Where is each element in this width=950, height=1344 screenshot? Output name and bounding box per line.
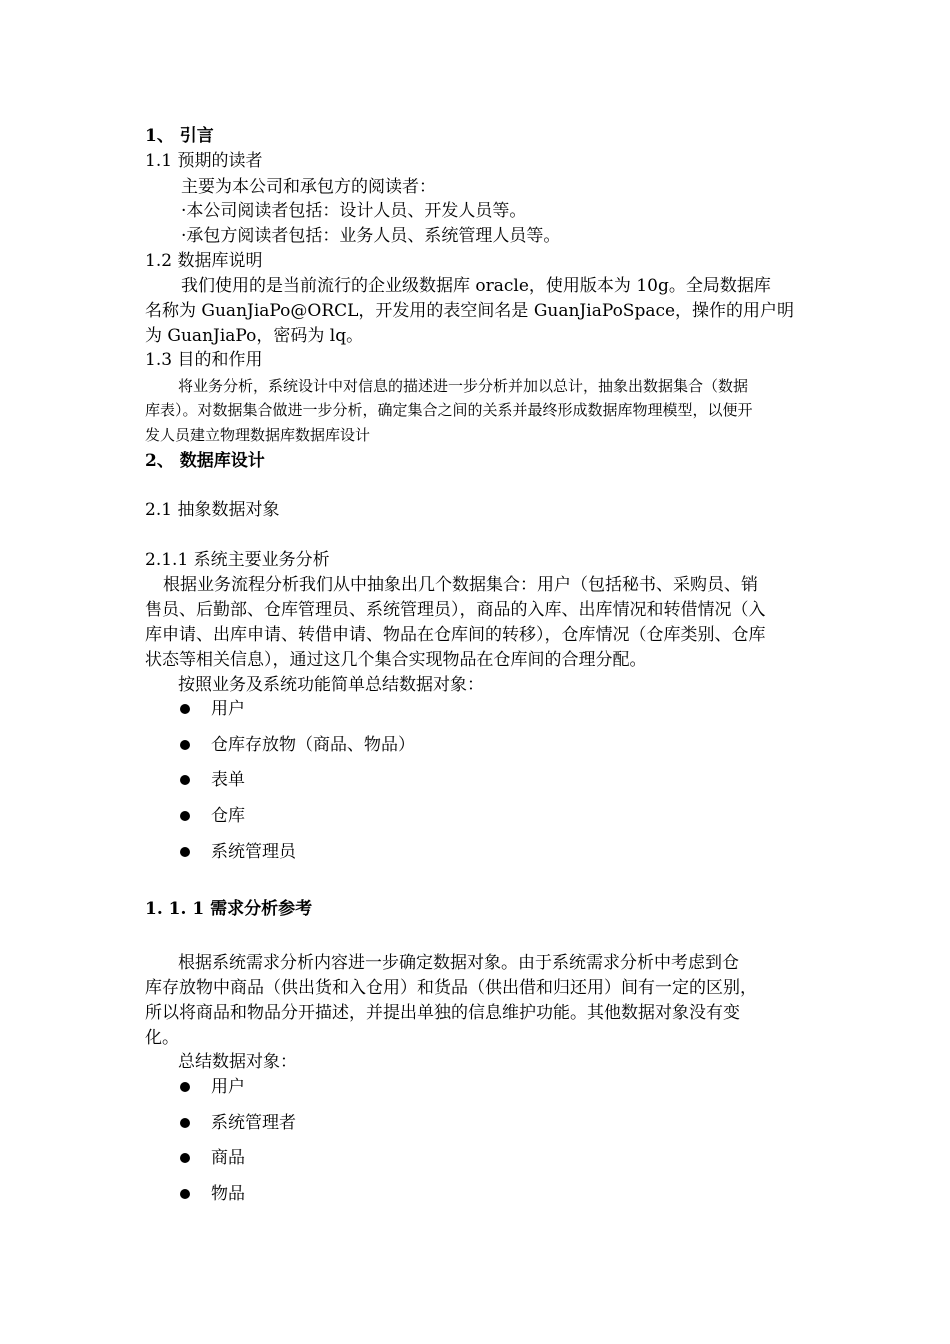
paragraph-line: 售员、后勤部、仓库管理员、系统管理员），商品的入库、出库情况和转借情况（入 <box>145 600 766 620</box>
bullet-dot-icon <box>180 1153 190 1163</box>
list-item-text: 用户 <box>211 1077 245 1097</box>
heading-abstract-data-objects: 2.1 抽象数据对象 <box>145 500 280 520</box>
heading-database-design: 2、 数据库设计 <box>145 451 265 471</box>
paragraph-line: 状态等相关信息），通过这几个集合实现物品在仓库间的合理分配。 <box>145 650 647 670</box>
heading-expected-readers: 1.1 预期的读者 <box>145 151 263 171</box>
heading-business-analysis: 2.1.1 系统主要业务分析 <box>145 550 330 570</box>
paragraph-line: ·本公司阅读者包括：设计人员、开发人员等。 <box>181 201 527 221</box>
heading-database-description: 1.2 数据库说明 <box>145 251 263 271</box>
paragraph-line: 发人员建立物理数据库数据库设计 <box>145 426 371 444</box>
list-item-text: 系统管理者 <box>211 1113 296 1133</box>
heading-purpose: 1.3 目的和作用 <box>145 350 263 370</box>
paragraph-line: 根据系统需求分析内容进一步确定数据对象。由于系统需求分析中考虑到仓 <box>178 953 739 973</box>
paragraph-line: 根据业务流程分析我们从中抽象出几个数据集合：用户（包括秘书、采购员、销 <box>163 575 758 595</box>
bullet-dot-icon <box>180 847 190 857</box>
paragraph-line: 为 GuanJiaPo，密码为 lq。 <box>145 326 364 346</box>
bullet-dot-icon <box>180 1189 190 1199</box>
heading-introduction: 1、 引言 <box>145 126 214 146</box>
bullet-dot-icon <box>180 1082 190 1092</box>
paragraph-line: 所以将商品和物品分开描述，并提出单独的信息维护功能。其他数据对象没有变 <box>145 1003 740 1023</box>
heading-requirements-reference: 1. 1. 1 需求分析参考 <box>145 899 313 919</box>
paragraph-line: 主要为本公司和承包方的阅读者： <box>181 177 436 197</box>
list-item-text: 物品 <box>211 1184 245 1204</box>
paragraph-line: 库存放物中商品（供出货和入仓用）和货品（供出借和归还用）间有一定的区别， <box>145 978 757 998</box>
paragraph-line: 将业务分析，系统设计中对信息的描述进一步分析并加以总计，抽象出数据集合（数据 <box>178 377 749 395</box>
list-item-text: 商品 <box>211 1148 245 1168</box>
paragraph-line: 库表）。对数据集合做进一步分析，确定集合之间的关系并最终形成数据库物理模型，以便开 <box>145 401 753 419</box>
bullet-dot-icon <box>180 775 190 785</box>
paragraph-line: ·承包方阅读者包括：业务人员、系统管理人员等。 <box>181 226 561 246</box>
bullet-dot-icon <box>180 1118 190 1128</box>
paragraph-line: 总结数据对象： <box>178 1052 297 1072</box>
list-item-text: 仓库 <box>211 806 245 826</box>
paragraph-line: 化。 <box>145 1028 179 1048</box>
list-item-text: 用户 <box>211 699 245 719</box>
list-item-text: 表单 <box>211 770 245 790</box>
paragraph-line: 名称为 GuanJiaPo@ORCL，开发用的表空间名是 GuanJiaPoSpace，操作的用户明 <box>145 301 795 321</box>
bullet-dot-icon <box>180 740 190 750</box>
bullet-dot-icon <box>180 704 190 714</box>
list-item-text: 系统管理员 <box>211 842 296 862</box>
list-item-text: 仓库存放物（商品、物品） <box>211 735 415 755</box>
bullet-dot-icon <box>180 811 190 821</box>
paragraph-line: 我们使用的是当前流行的企业级数据库 oracle，使用版本为 10g。全局数据库 <box>181 276 771 296</box>
paragraph-line: 库申请、出库申请、转借申请、物品在仓库间的转移），仓库情况（仓库类别、仓库 <box>145 625 766 645</box>
paragraph-line: 按照业务及系统功能简单总结数据对象： <box>178 675 484 695</box>
